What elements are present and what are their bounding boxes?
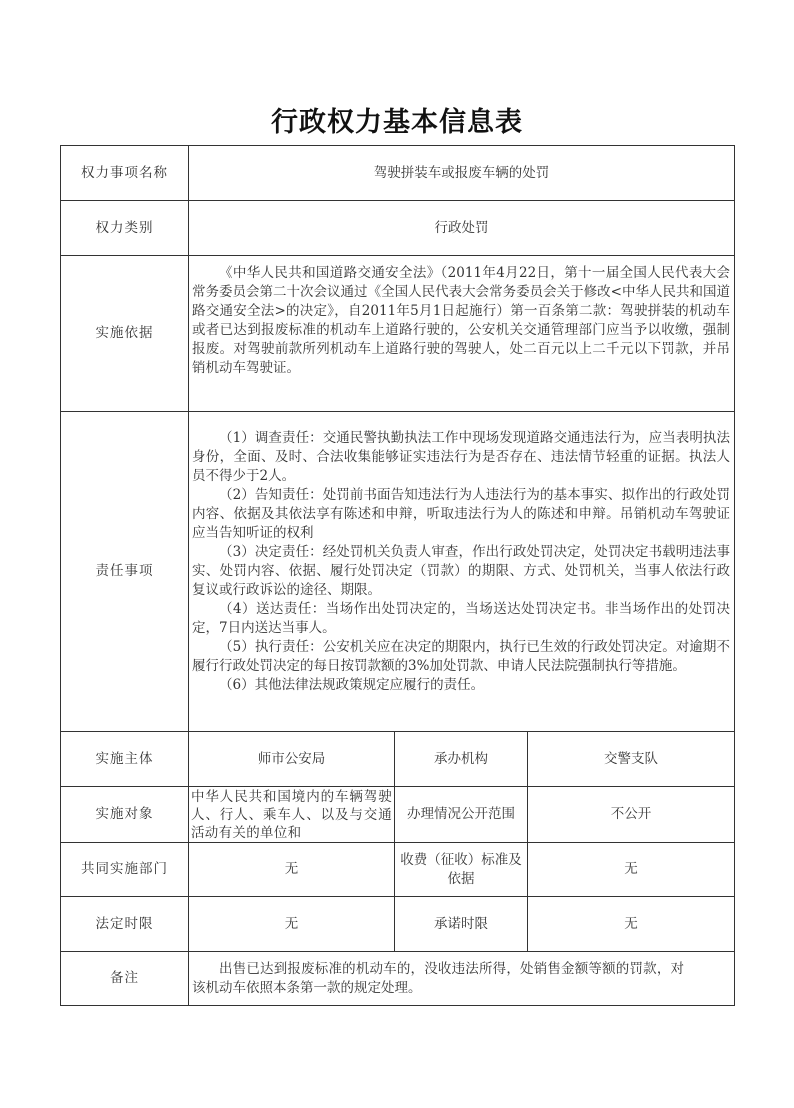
value-fee-standard: 无 [528,843,735,897]
row-remark [61,952,735,1006]
value-basis [189,256,735,412]
row-duties [61,412,735,732]
label-promised-limit: 承诺时限 [395,897,528,952]
duty-item: （5）执行责任：公安机关应在决定的期限内，执行已生效的行政处罚决定。对逾期不履行行政处罚决定的每日按罚款额的3%加处罚款、申请人民法院强制执行等措施。 [192,639,731,674]
label-basis: 实施依据 [61,256,189,412]
label-disclosure-scope: 办理情况公开范围 [395,787,528,843]
label-subject: 实施主体 [61,732,189,787]
value-joint-dept: 无 [189,843,395,897]
row-time-limit [61,897,735,952]
row-subject [61,732,735,787]
value-object: 中华人民共和国境内的车辆驾驶人、行人、乘车人、以及与交通活动有关的单位和 [191,788,392,841]
page-title: 行政权力基本信息表 [271,107,523,138]
row-power-category [61,201,735,256]
value-promised-limit: 无 [528,897,735,952]
value-subject: 师市公安局 [189,732,395,787]
row-joint-dept [61,843,735,897]
label-duties: 责任事项 [61,412,189,732]
duty-item: （4）送达责任：当场作出处罚决定的，当场送达处罚决定书。非当场作出的处罚决定，7日内送达当事人。 [192,601,731,636]
row-power-name [61,146,735,201]
value-disclosure-scope: 不公开 [528,787,735,843]
duty-item: （6）其他法律法规政策规定应履行的责任。 [219,677,485,693]
label-object: 实施对象 [61,787,189,843]
label-joint-dept: 共同实施部门 [61,843,189,897]
value-legal-limit: 无 [189,897,395,952]
value-power-name: 驾驶拼装车或报废车辆的处罚 [189,146,735,201]
value-handling-agency: 交警支队 [528,732,735,787]
value-power-category: 行政处罚 [189,201,735,256]
label-power-name: 权力事项名称 [61,146,189,201]
duty-item: （1）调查责任：交通民警执勤执法工作中现场发现道路交通违法行为，应当表明执法身份，全面、及时、合法收集能够证实违法行为是否存在、违法情节轻重的证据。执法人员不得少于2人。 [192,430,731,484]
basis-text: 《中华人民共和国道路交通安全法》（2011年4月22日，第十一届全国人民代表大会常务委员会第二十次会议通过《全国人民代表大会常务委员会关于修改<中华人民共和国道路交通安全法>的决定》，自2011年5月1日起施行）第一百条第二款：驾驶拼装的机动车或者已达到报废标准的机动车上道路行驶的，公安机关交通管理部门应当予以收缴，强制报废。对驾驶前款所列机动车上道路行驶的驾驶人，处二百元以上二千元以下罚款，并吊销机动车驾驶证。 [192,265,731,376]
duty-item: （2）告知责任：处罚前书面告知违法行为人违法行为的基本事实、拟作出的行政处罚内容、依据及其依法享有陈述和申辩，听取违法行为人的陈述和申辩。吊销机动车驾驶证应当告知听证的权利 [192,487,731,541]
duty-item: （3）决定责任：经处罚机关负责人审查，作出行政处罚决定，处罚决定书载明违法事实、处罚内容、依据、履行处罚决定（罚款）的期限、方式、处罚机关，当事人依法行政复议或行政诉讼的途径、期限。 [192,544,731,598]
label-handling-agency: 承办机构 [395,732,528,787]
info-table [60,145,735,1006]
remark-text: 出售已达到报废标准的机动车的，没收违法所得，处销售金额等额的罚款，对该机动车依照本条第一款的规定处理。 [192,960,685,996]
row-object [61,787,735,843]
label-remark: 备注 [61,952,189,1006]
row-basis [61,256,735,412]
label-legal-limit: 法定时限 [61,897,189,952]
label-power-category: 权力类别 [61,201,189,256]
value-remark [189,952,735,1006]
label-fee-standard: 收费（征收）标准及依据 [395,843,528,897]
value-duties [189,412,735,732]
value-object-cell [189,787,395,843]
